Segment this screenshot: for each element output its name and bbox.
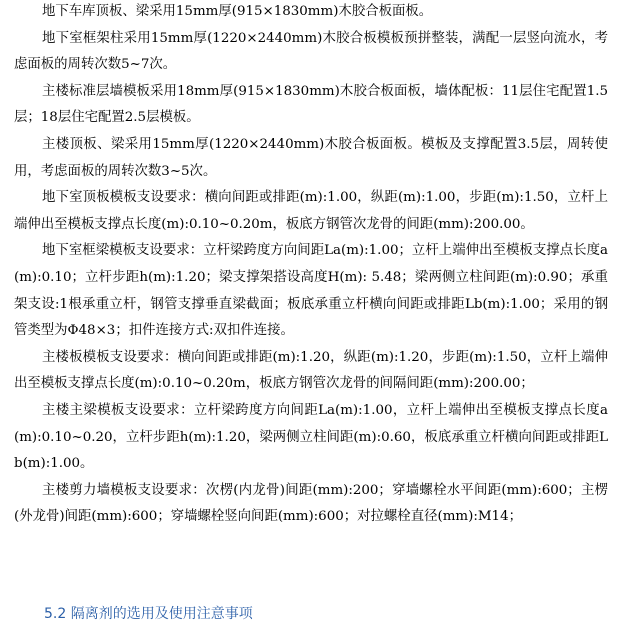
paragraph-main-roof-beam-formwork: 主楼顶板、梁采用15mm厚(1220×2440mm)木胶合板面板。模板及支撑配置3.5层，周转使用，考虑面板的周转次数3~5次。 bbox=[14, 136, 608, 179]
paragraph-standard-floor-wall-formwork: 主楼标准层墙模板采用18mm厚(915×1830mm)木胶合板面板，墙体配板：11层住宅配置1.5层；18层住宅配置2.5层模板。 bbox=[14, 83, 608, 126]
paragraph-basement-beam-support: 地下室框梁模板支设要求：立杆梁跨度方向间距La(m):1.00；立杆上端伸出至模板支撑点长度a(m):0.10；立杆步距h(m):1.20；梁支撑架搭设高度H(m): 5.48；梁两侧立柱间距(m):0.90；承重架支设:1根承重立杆，钢管支撑垂直梁截面；板底承重立杆横向间距或排距Lb(m):1.00；采用的钢管类型为Φ48×3；扣件连接方式:双扣件连接。 bbox=[14, 243, 608, 339]
paragraph-main-slab-support: 主楼板模板支设要求：横向间距或排距(m):1.20，纵距(m):1.20，步距(m):1.50，立杆上端伸出至模板支撑点长度(m):0.10~0.20m，板底方钢管次龙骨的间隔间距(mm):200.00； bbox=[14, 349, 608, 392]
paragraph-basement-garage-formwork: 地下车库顶板、梁采用15mm厚(915×1830mm)木胶合板面板。 bbox=[42, 4, 433, 19]
paragraph-basement-slab-support: 地下室顶板模板支设要求：横向间距或排距(m):1.00，纵距(m):1.00，步距(m):1.50，立杆上端伸出至模板支撑点长度(m):0.10~0.20m，板底方钢管次龙骨的间距(mm):200.00。 bbox=[14, 190, 608, 232]
paragraph-main-girder-support: 主楼主梁模板支设要求：立杆梁跨度方向间距La(m):1.00，立杆上端伸出至模板支撑点长度a(m):0.10~0.20，立杆步距h(m):1.20，梁两侧立柱间距(m):0.60，板底承重立杆横向间距或排距Lb(m):1.00。 bbox=[14, 402, 608, 472]
paragraph-shear-wall-support: 主楼剪力墙模板支设要求：次楞(内龙骨)间距(mm):200；穿墙螺栓水平间距(mm):600；主楞(外龙骨)间距(mm):600；穿墙螺栓竖向间距(mm):600；对拉螺栓直径(mm):M14； bbox=[14, 482, 608, 525]
paragraph-basement-column-formwork: 地下室框架柱采用15mm厚(1220×2440mm)木胶合板模板预拼整装，满配一层竖向流水，考虑面板的周转次数5~7次。 bbox=[14, 30, 608, 73]
section-heading: 5.2 隔离剂的选用及使用注意事项 bbox=[44, 606, 253, 622]
